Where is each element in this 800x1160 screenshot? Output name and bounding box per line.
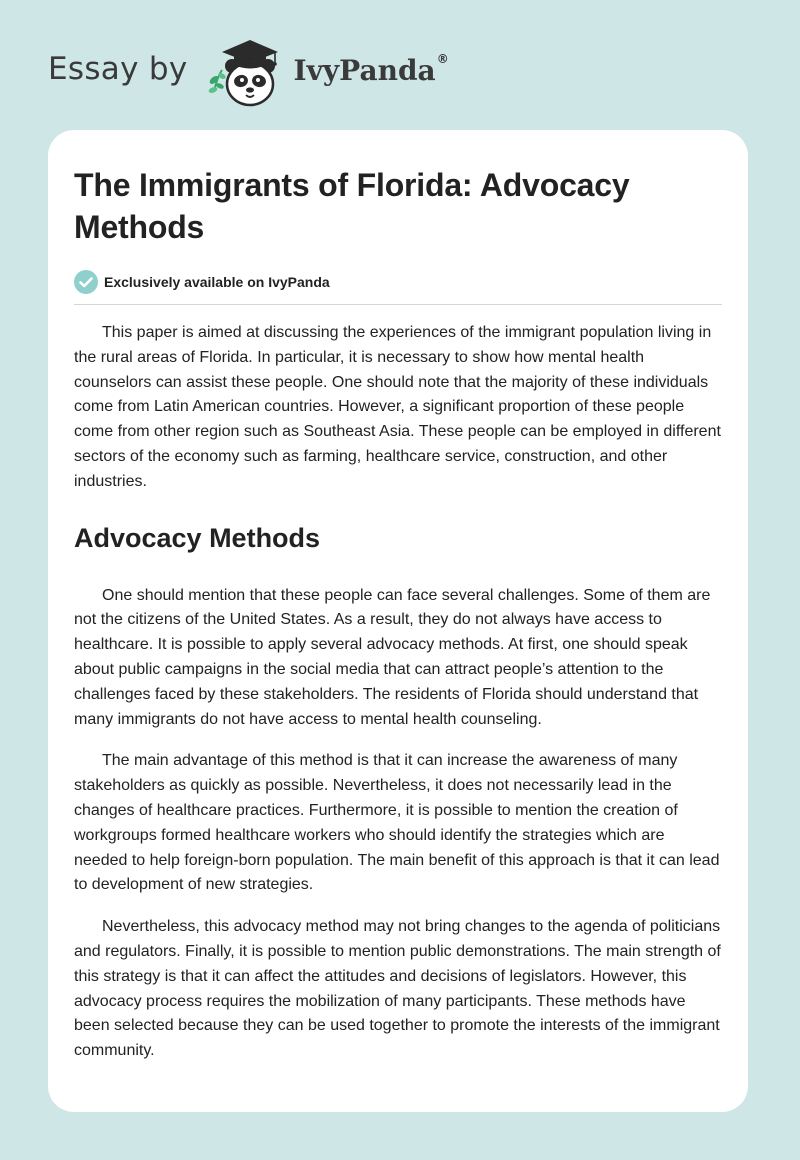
essay-title: The Immigrants of Florida: Advocacy Methods <box>74 167 630 245</box>
body-paragraph: One should mention that these people can face several challenges. Some of them are not the citizens of the United States. As a result, they do not always have access to healthcare. It is possible to apply several advocacy methods. At first, one should speak about public campaigns in the social media that can attract people’s attention to the challenges faced by these stakeholders. The residents of Florida should understand that many immigrants do not have access to mental health counseling. <box>74 586 711 728</box>
body-paragraph: The main advantage of this method is that it can increase the awareness of many stakeholders as quickly as possible. Nevertheless, it does not necessarily lead in the changes of healthcare practices. Furthermore, it is possible to mention the creation of workgroups formed healthcare workers who should identify the strategies which are needed to help foreign-born population. The main benefit of this approach is that it can lead to development of new strategies. <box>74 752 720 894</box>
section-heading: Advocacy Methods <box>74 522 321 553</box>
registered-mark: ® <box>436 52 449 67</box>
intro-paragraph: This paper is aimed at discussing the experiences of the immigrant population living in the rural areas of Florida. In particular, it is necessary to show how mental health counselors can assist these people. One should note that the majority of these individuals come from Latin American countries. However, a significant proportion of these people come from other region such as Southeast Asia. These people can be employed in different sectors of the economy such as farming, healthcare service, construction, and other industries. <box>74 324 721 490</box>
essay-card <box>48 130 748 1112</box>
exclusive-badge-label: Exclusively available on IvyPanda <box>104 274 330 290</box>
exclusive-badge <box>74 268 722 296</box>
body-paragraph: Nevertheless, this advocacy method may not bring changes to the agenda of politicians and regulators. Finally, it is possible to mention public demonstrations. The main strength of this strategy is that it can affect the attitudes and decisions of legislators. However, this advocacy process requires the mobilization of many participants. These methods have been selected because they can be used together to promote the interests of the immigrant community. <box>74 918 721 1060</box>
brand-name[interactable]: IvyPanda® <box>293 52 449 87</box>
site-header <box>48 32 449 112</box>
check-circle-icon <box>74 270 98 294</box>
divider <box>74 304 722 305</box>
panda-logo-icon[interactable] <box>202 32 294 112</box>
brand-prefix: Essay by <box>48 51 188 87</box>
